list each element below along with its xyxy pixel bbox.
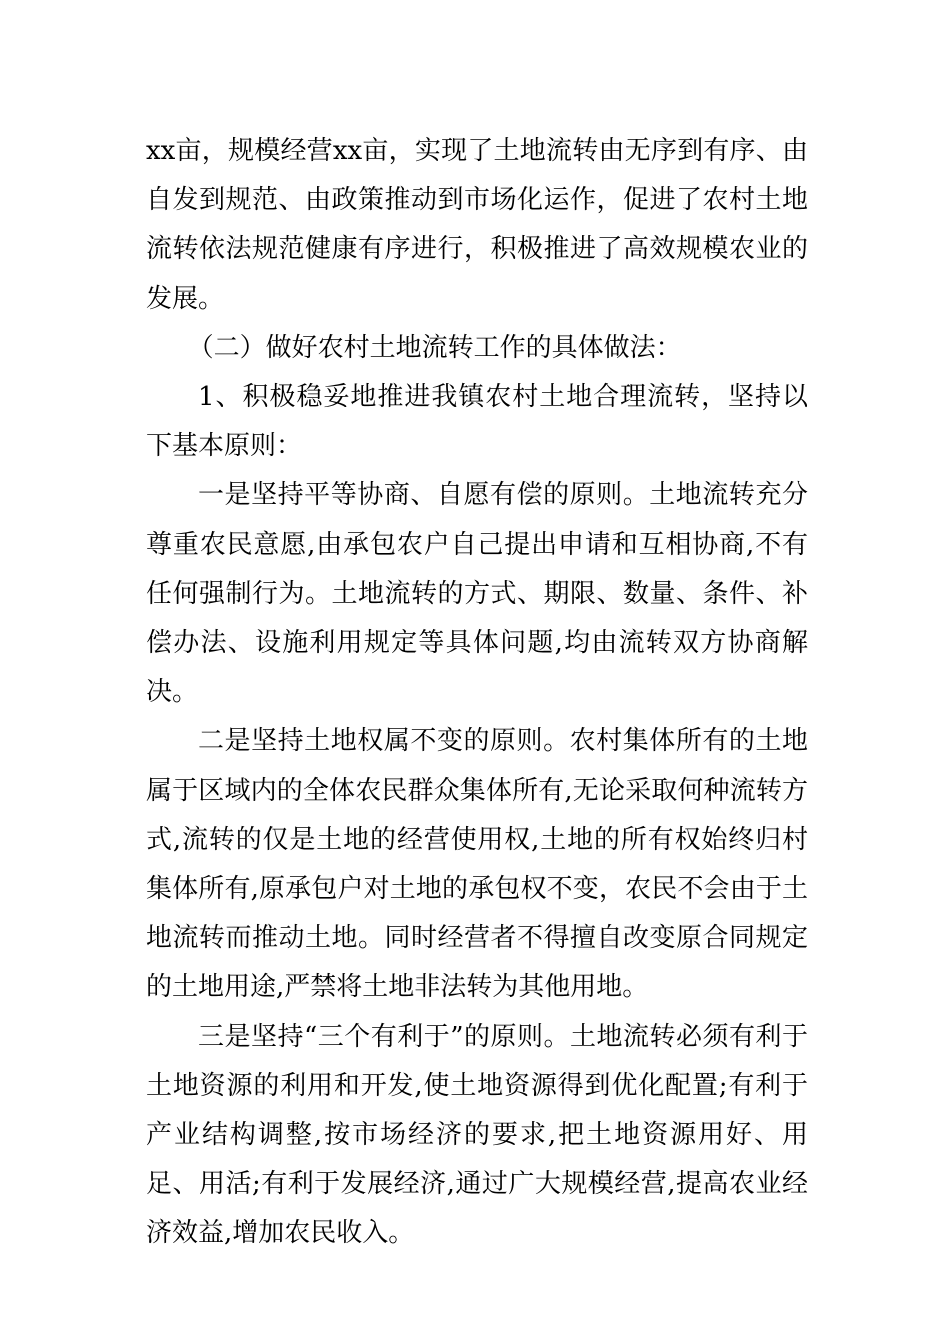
section-heading: （二）做好农村土地流转工作的具体做法： xyxy=(187,332,682,363)
document-page xyxy=(146,127,808,1259)
paragraph-principle-1: 一是坚持平等协商、自愿有偿的原则。土地流转充分尊重农民意愿,由承包农户自己提出申请和互相协商,不有任何强制行为。土地流转的方式、期限、数量、条件、补偿办法、设施利用规定等具体问题,均由流转双方协商解决。 xyxy=(146,480,808,708)
paragraph-principle-3: 三是坚持“三个有利于”的原则。土地流转必须有利于土地资源的利用和开发,使土地资源得到优化配置;有利于产业结构调整,按市场经济的要求,把土地资源用好、用足、用活;有利于发展经济,通过广大规模经营,提高农业经济效益,增加农民收入。 xyxy=(146,1021,808,1249)
paragraph-principle-2: 二是坚持土地权属不变的原则。农村集体所有的土地属于区域内的全体农民群众集体所有,无论采取何种流转方式,流转的仅是土地的经营使用权,土地的所有权始终归村集体所有,原承包户对土地的承包权不变，农民不会由于土地流转而推动土地。同时经营者不得擅自改变原合同规定的土地用途,严禁将土地非法转为其他用地。 xyxy=(146,726,808,1003)
paragraph-item-1: 1、积极稳妥地推进我镇农村土地合理流转，坚持以下基本原则： xyxy=(146,382,808,462)
paragraph-continued: xx亩，规模经营xx亩，实现了土地流转由无序到有序、由自发到规范、由政策推动到市场化运作，促进了农村土地流转依法规范健康有序进行，积极推进了高效规模农业的发展。 xyxy=(146,136,808,314)
